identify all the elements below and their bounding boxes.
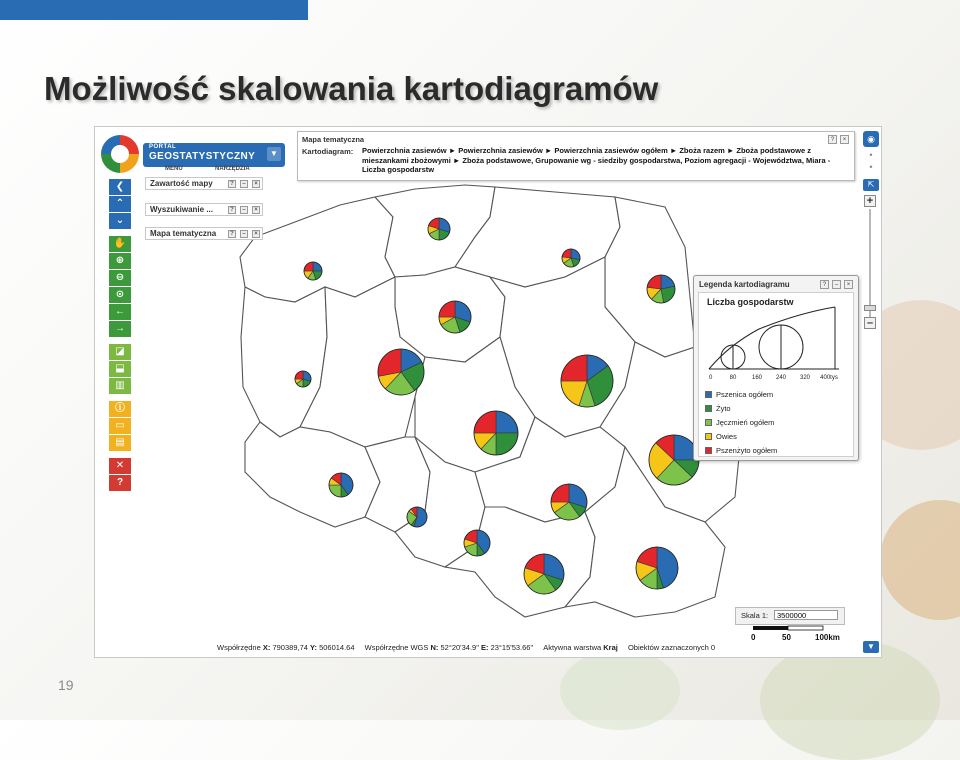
close-icon[interactable]: × — [840, 135, 849, 144]
e-value: 23°15'53.66" — [490, 643, 534, 652]
pie-chart[interactable] — [304, 262, 322, 280]
legend-content — [698, 292, 854, 457]
scale-tick-label: 0 — [709, 375, 713, 381]
decor-shape — [560, 650, 680, 730]
zoom-in-button[interactable]: + — [864, 195, 876, 207]
help-icon[interactable]: ? — [828, 135, 837, 144]
legend-swatch — [705, 447, 712, 454]
close-icon[interactable]: × — [252, 180, 260, 188]
legend-window-title: Legenda kartodiagramu — [699, 280, 790, 289]
help-icon[interactable]: ? — [228, 206, 236, 214]
pan-hand-icon[interactable]: ✋ — [109, 236, 131, 252]
pie-chart[interactable] — [329, 473, 353, 497]
legend-label: Pszenica ogółem — [716, 389, 774, 399]
y-value: 506014.64 — [319, 643, 355, 652]
scale-control — [735, 607, 845, 625]
legend-label: Pszenżyto ogółem — [716, 445, 778, 455]
left-toolbar — [109, 179, 131, 492]
select-icon[interactable]: ◪ — [109, 344, 131, 360]
scale-label: Skala 1: — [741, 611, 769, 620]
pie-chart[interactable] — [464, 530, 490, 556]
thematic-panel[interactable] — [145, 227, 263, 240]
legend-items — [705, 387, 777, 457]
tools-link[interactable]: NARZĘDZIA — [215, 166, 250, 172]
size-scale-graphic — [699, 293, 853, 387]
pie-chart[interactable] — [551, 484, 587, 520]
pie-chart[interactable] — [524, 554, 564, 594]
forward-arrow-icon[interactable]: → — [109, 321, 131, 337]
slide-number: 19 — [58, 677, 74, 693]
legend-label: Jęczmień ogółem — [716, 417, 775, 427]
region-zachodniopomorskie[interactable] — [240, 197, 395, 302]
measure-icon[interactable]: ⬓ — [109, 361, 131, 377]
scale-bar-segment — [753, 626, 788, 630]
help-icon[interactable]: ? — [109, 475, 131, 491]
flyout-icon[interactable]: ⇱ — [863, 179, 879, 191]
portal-logo[interactable] — [101, 133, 283, 175]
menu-link[interactable]: MENU — [165, 166, 183, 172]
pie-chart[interactable] — [439, 301, 471, 333]
y-label: Y: — [310, 643, 317, 652]
layer-value: Kraj — [603, 643, 618, 652]
pie-chart[interactable] — [562, 249, 580, 267]
back-arrow-icon[interactable]: ← — [109, 304, 131, 320]
legend-item — [705, 401, 777, 415]
scale-tick-label: 100km — [815, 633, 840, 642]
n-label: N: — [430, 643, 439, 652]
legend-swatch — [705, 391, 712, 398]
close-icon[interactable]: × — [252, 206, 260, 214]
close-icon[interactable]: × — [844, 280, 853, 289]
legend-swatch — [705, 405, 712, 412]
scale-bar-segment — [788, 626, 823, 630]
pie-chart[interactable] — [474, 411, 518, 455]
eye-icon[interactable]: ◉ — [863, 131, 879, 147]
zoom-slider-track[interactable] — [869, 209, 871, 317]
decor-shape — [760, 640, 940, 760]
minimize-icon[interactable]: – — [240, 206, 248, 214]
pie-chart[interactable] — [295, 371, 311, 387]
search-panel-title: Wyszukiwanie ... — [150, 205, 213, 214]
legend-item — [705, 387, 777, 401]
pie-chart[interactable] — [407, 507, 427, 527]
coords-label: Współrzędne — [217, 643, 261, 652]
minimize-icon[interactable]: – — [832, 280, 841, 289]
thematic-info-panel — [297, 131, 855, 181]
expand-icon[interactable]: ▼ — [863, 641, 879, 653]
legend-label: Żyto — [716, 403, 731, 413]
language-flag-icon[interactable]: ✕ — [109, 458, 131, 474]
cartogram-label: Kartodiagram: — [302, 147, 354, 156]
contents-panel-title: Zawartość mapy — [150, 179, 213, 188]
e-label: E: — [480, 643, 489, 652]
print-icon[interactable]: ▤ — [109, 435, 131, 451]
geoportal-screenshot — [94, 126, 882, 658]
legend-item — [705, 443, 777, 457]
layer-label: Aktywna warstwa — [543, 643, 602, 652]
pie-chart[interactable] — [647, 275, 675, 303]
chart-icon[interactable]: ▥ — [109, 378, 131, 394]
zoom-out-button[interactable]: – — [864, 317, 876, 329]
x-label: X: — [262, 643, 271, 652]
logo-big-text: GEOSTATYSTYCZNY — [149, 151, 256, 162]
legend-subtitle: Liczba gospodarstw — [707, 297, 794, 307]
help-icon[interactable]: ? — [820, 280, 829, 289]
decor-shape — [880, 500, 960, 620]
scale-tick-label: 400tys — [820, 375, 838, 381]
x-value: 790389,74 — [272, 643, 308, 652]
chevron-left-icon[interactable]: ❮ — [109, 179, 131, 195]
scale-tick-label: 50 — [782, 633, 791, 642]
chevron-down-icon[interactable]: ⌄ — [109, 213, 131, 229]
info-icon[interactable]: ⓘ — [109, 401, 131, 417]
pie-chart[interactable] — [428, 218, 450, 240]
minimize-icon[interactable]: – — [240, 180, 248, 188]
scale-curve — [709, 307, 835, 369]
scale-ticks — [709, 375, 838, 381]
pie-chart[interactable] — [378, 349, 424, 395]
portal-logo-icon — [101, 135, 139, 173]
zoom-out-icon[interactable]: ⊖ — [109, 270, 131, 286]
thematic-panel-title: Mapa tematyczna — [150, 229, 217, 238]
minimize-icon[interactable]: – — [240, 230, 248, 238]
close-icon[interactable]: × — [252, 230, 260, 238]
help-icon[interactable]: ? — [228, 180, 236, 188]
scale-tick-label: 160 — [751, 375, 763, 381]
legend-label: Owies — [716, 431, 737, 441]
pie-chart[interactable] — [561, 355, 613, 407]
search-panel[interactable] — [145, 203, 263, 216]
info-panel-title: Mapa tematyczna — [302, 135, 365, 144]
logo-small-text: PORTAL — [149, 144, 177, 150]
selected-label: Obiektów zaznaczonych — [627, 643, 709, 652]
legend-item — [705, 429, 777, 443]
legend-swatch — [705, 419, 712, 426]
cartogram-path: Powierzchnia zasiewów ► Powierzchnia zasiewów ► Powierzchnia zasiewów ogółem ► Zboża razem ► Zboża podstawowe z mieszankami zbożowymi ► Zboża podstawowe, Grupowanie wg - siedziby gospodarstwa, Poziom agregacji - Województwa, Miara - Liczba gospodarstw — [362, 146, 831, 174]
scale-bar — [749, 624, 859, 642]
legend-swatch — [705, 433, 712, 440]
cartogram-legend-panel[interactable] — [693, 275, 859, 461]
scale-tick-label: 320 — [799, 375, 811, 381]
slide-title: Możliwość skalowania kartodiagramów — [44, 70, 659, 107]
contents-panel[interactable] — [145, 177, 263, 190]
zoom-in-icon[interactable]: ⊕ — [109, 253, 131, 269]
zoom-extent-icon[interactable]: ⊙ — [109, 287, 131, 303]
zoom-slider-thumb[interactable] — [864, 305, 876, 311]
scale-tick-label: 80 — [729, 375, 737, 381]
wgs-label: Współrzędne WGS — [364, 643, 429, 652]
help-icon[interactable]: ? — [228, 230, 236, 238]
n-value: 52°20'34.9" — [440, 643, 479, 652]
dot-icon[interactable]: • — [869, 162, 873, 172]
slide-top-bar — [0, 0, 308, 20]
selected-value: 0 — [710, 643, 716, 652]
window-icon[interactable]: ▭ — [109, 418, 131, 434]
legend-item — [705, 415, 777, 429]
logo-dropdown-icon[interactable]: ▼ — [267, 147, 281, 161]
scale-input[interactable]: 3500000 — [774, 610, 838, 620]
scale-tick-label: 0 — [751, 633, 756, 642]
chevron-up-icon[interactable]: ⌃ — [109, 196, 131, 212]
status-bar — [217, 643, 715, 652]
pie-chart[interactable] — [636, 547, 678, 589]
pie-chart[interactable] — [649, 435, 699, 485]
dot-icon[interactable]: • — [869, 150, 873, 160]
scale-tick-label: 240 — [775, 375, 787, 381]
